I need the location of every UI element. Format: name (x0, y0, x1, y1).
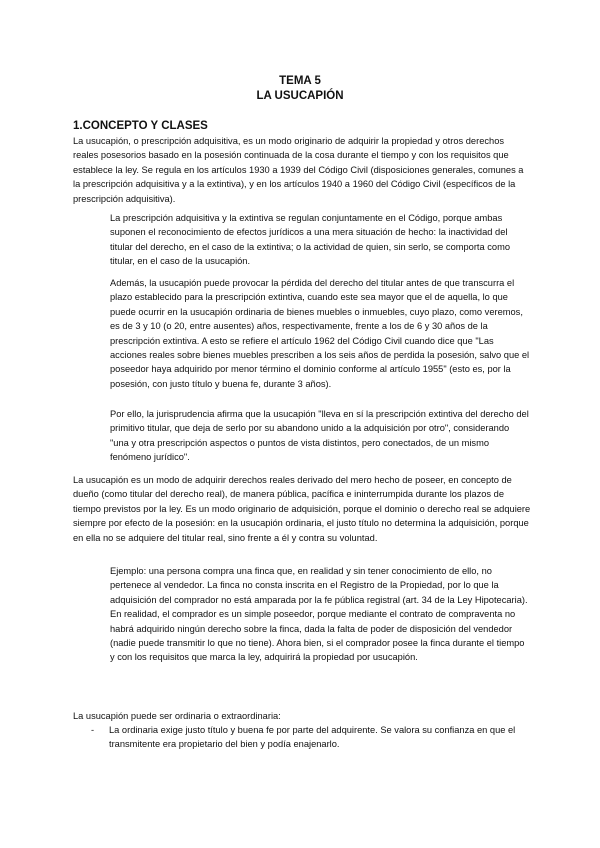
paragraph-mode-of-acquisition: La usucapión es un modo de adquirir derechos reales derivado del mero hecho de poseer, en concepto de dueño (como titular del derecho real), de manera pública, pacífica e ininterrumpida durante los plazos de tiempo previstos por la ley. Es un modo originario de adquisición, porque el dominio o derecho real se adquiere siempre por efecto de la posesión: en la usucapión ordinaria, el justo título no determina la adquisición, porque en ella no se adquiere del titular real, sino frente a él y contra su voluntad. (73, 475, 531, 543)
types-list (73, 723, 533, 752)
list-item-text: La ordinaria exige justo título y buena fe por parte del adquirente. Se valora su confianza en que el transmitente era propietario del bien y podía enajenarlo. (109, 725, 516, 750)
paragraph-types-intro: La usucapión puede ser ordinaria o extraordinaria: (73, 711, 281, 721)
paragraph-loss-of-right: Además, la usucapión puede provocar la pérdida del derecho del titular antes de que transcurra el plazo establecido para la prescripción extintiva, cuando este sea mayor que el de aquella, lo que puede ocurrir en la usucapión ordinaria de bienes muebles o inmuebles, cuyo plazo, como veremos, es de 3 y 10 (o 20, entre ausentes) años, respectivamente, frente a los de 6 y 30 años de la prescripción extintiva. A esto se refiere el artículo 1962 del Código Civil cuando dice que "Las acciones reales sobre bienes muebles prescriben a los seis años de perdida la posesión, salvo que el poseedor haya adquirido por menor término el dominio conforme al artículo 1955" (esto es, por la posesión, con justo título y buena fe, durante 3 años). (110, 278, 530, 389)
topic-title: LA USUCAPIÓN (256, 90, 344, 102)
paragraph-jurisprudence: Por ello, la jurisprudencia afirma que la usucapión "lleva en sí la prescripción extintiva del derecho del primitivo titular, que deja de serlo por su abandono unido a la adquisición por otro", considerando "una y otra prescripción aspectos o puntos de vista distintos, pero conectados, de un mismo fenómeno jurídico". (110, 409, 529, 463)
list-bullet: - (91, 725, 95, 735)
title-block (0, 74, 600, 104)
paragraph-joint-regulation: La prescripción adquisitiva y la extintiva se regulan conjuntamente en el Código, porque ambas suponen el reconocimiento de efectos jurídicos a una mera situación de hecho: la inactividad del titular del derecho, en el caso de la extintiva; o la actividad de quien, sin serlo, se comporta como titular, en el caso de la usucapión. (110, 213, 510, 267)
paragraph-example: Ejemplo: una persona compra una finca que, en realidad y sin tener conocimiento de ello, no pertenece al vendedor. La finca no consta inscrita en el Registro de la Propiedad, por lo que la adquisición del comprador no está amparada por la fe pública registral (art. 34 de la Ley Hipotecaria). En realidad, el comprador es un simple poseedor, porque mediante el contrato de compraventa no habrá adquirido ningún derecho sobre la finca, dada la falta de poder de disposición del vendedor (nadie puede transmitir lo que no tiene). Ahora bien, si el comprador posee la finca durante el tiempo y con los requisitos que marca la ley, adquirirá la propiedad por usucapión. (110, 566, 528, 663)
section-heading: 1.CONCEPTO Y CLASES (73, 120, 208, 132)
paragraph-definition: La usucapión, o prescripción adquisitiva, es un modo originario de adquirir la propiedad y otros derechos reales posesorios basado en la posesión continuada de la cosa durante el tiempo y con los requisitos que establece la ley. Se regula en los artículos 1930 a 1939 del Código Civil (disposiciones generales, comunes a la prescripción adquisitiva y a la extintiva), y en los artículos 1940 a 1960 del Código Civil (específicos de la prescripción adquisitiva). (73, 136, 524, 204)
topic-number: TEMA 5 (279, 75, 321, 87)
list-item (73, 723, 533, 752)
